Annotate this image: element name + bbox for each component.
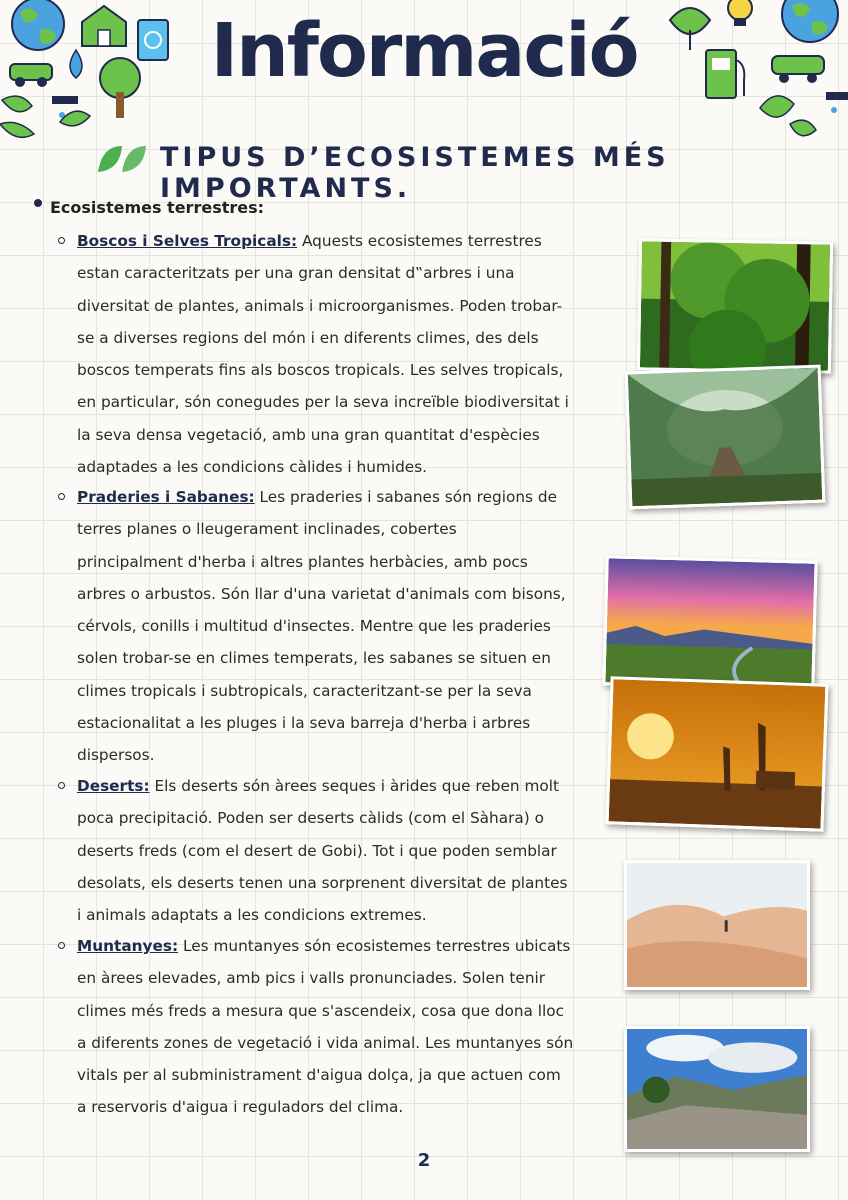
item-line: Els deserts són àrees seques i àrides que reben molt: [149, 777, 559, 795]
item-line: terres planes o lleugerament inclinades, cobertes: [77, 520, 457, 539]
item-line: i animals adaptats a les condicions extremes.: [77, 906, 427, 925]
item-line: cérvols, conills i multitud d'insectes. Mentre que les praderies: [77, 617, 551, 636]
item-line: Les praderies i sabanes són regions de: [254, 488, 558, 506]
item-line: boscos temperats fins als boscos tropicals. Les selves tropicals,: [77, 361, 564, 380]
savanna-giraffes-photo: [605, 676, 828, 832]
item-heading: Praderies i Sabanes:: [77, 488, 255, 506]
ring-bullet: [58, 237, 65, 244]
item-line: vitals per al subministrament d'aigua dolça, ja que actuen com: [77, 1066, 561, 1085]
item-line: estacionalitat a les pluges i la seva barreja d'herba i arbres: [77, 714, 531, 733]
green-leaves-icon: [96, 142, 148, 176]
item-line: principalment d'herba i altres plantes herbàcies, amb pocs: [77, 552, 528, 571]
item-line: adaptades a les condicions càlides i humides.: [77, 458, 428, 477]
item-line: deserts freds (com el desert de Gobi). Tot i que poden semblar: [77, 841, 557, 860]
item-line: en àrees elevades, amb pics i valls pronunciades. Solen tenir: [77, 969, 546, 988]
list-item-grasslands: [77, 481, 607, 772]
item-line: Les muntanyes són ecosistemes terrestres ubicats: [178, 937, 571, 955]
desert-dunes-photo: [624, 860, 810, 990]
item-line: Aquests ecosistemes terrestres: [297, 232, 542, 250]
item-line: desolats, els deserts tenen una sorprenent diversitat de plantes: [77, 873, 568, 892]
mountains-photo: [624, 1026, 810, 1152]
section-heading: Ecosistemes terrestres:: [50, 198, 265, 217]
rainforest-photo: [637, 238, 833, 373]
list-item-forests: [77, 225, 637, 483]
section-subtitle: TIPUS D’ECOSISTEMES MÉS IMPORTANTS.: [160, 142, 670, 204]
page-number: 2: [417, 1150, 431, 1171]
ring-bullet: [58, 493, 65, 500]
item-line: poca precipitació. Poden ser deserts càlids (com el Sàhara) o: [77, 809, 544, 828]
page-title: Informació: [210, 8, 638, 94]
item-line: se a diverses regions del món i en diferents climes, des dels: [77, 328, 539, 347]
item-line: solen trobar-se en climes temperats, les sabanes se situen en: [77, 649, 551, 668]
item-line: climes tropicals i subtropicals, caracteritzant-se per la seva: [77, 681, 532, 700]
forest-path-photo: [625, 365, 826, 510]
tap-icon: [826, 92, 848, 113]
item-line: en particular, són conegudes per la seva increïble biodiversitat i: [77, 393, 569, 412]
item-line: la seva densa vegetació, amb una gran quantitat d'espècies: [77, 425, 540, 444]
item-line: a reservoris d'aigua i reguladors del clima.: [77, 1098, 404, 1117]
list-item-deserts: [77, 770, 622, 931]
ring-bullet: [58, 782, 65, 789]
item-heading: Muntanyes:: [77, 937, 179, 955]
item-heading: Boscos i Selves Tropicals:: [77, 232, 298, 250]
prairie-sunset-photo: [602, 555, 817, 691]
item-heading: Deserts:: [77, 777, 150, 795]
item-line: arbres o arbustos. Són llar d'una varietat d'animals com bisons,: [77, 584, 566, 603]
item-line: climes més freds a mesura que s'ascendeix, cosa que dona lloc: [77, 1001, 565, 1020]
ring-bullet: [58, 942, 65, 949]
bullet: [34, 199, 42, 207]
item-line: diversitat de plantes, animals i microorganismes. Poden trobar-: [77, 296, 563, 315]
leaves-icon: [0, 96, 34, 137]
item-line: estan caracteritzats per una gran densitat d‟arbres i una: [77, 264, 515, 283]
recycle-leaves-icon: [760, 96, 816, 136]
item-line: a diferents zones de vegetació i vida animal. Les muntanyes són: [77, 1033, 574, 1052]
list-item-mountains: [77, 930, 622, 1124]
item-line: dispersos.: [77, 746, 155, 765]
